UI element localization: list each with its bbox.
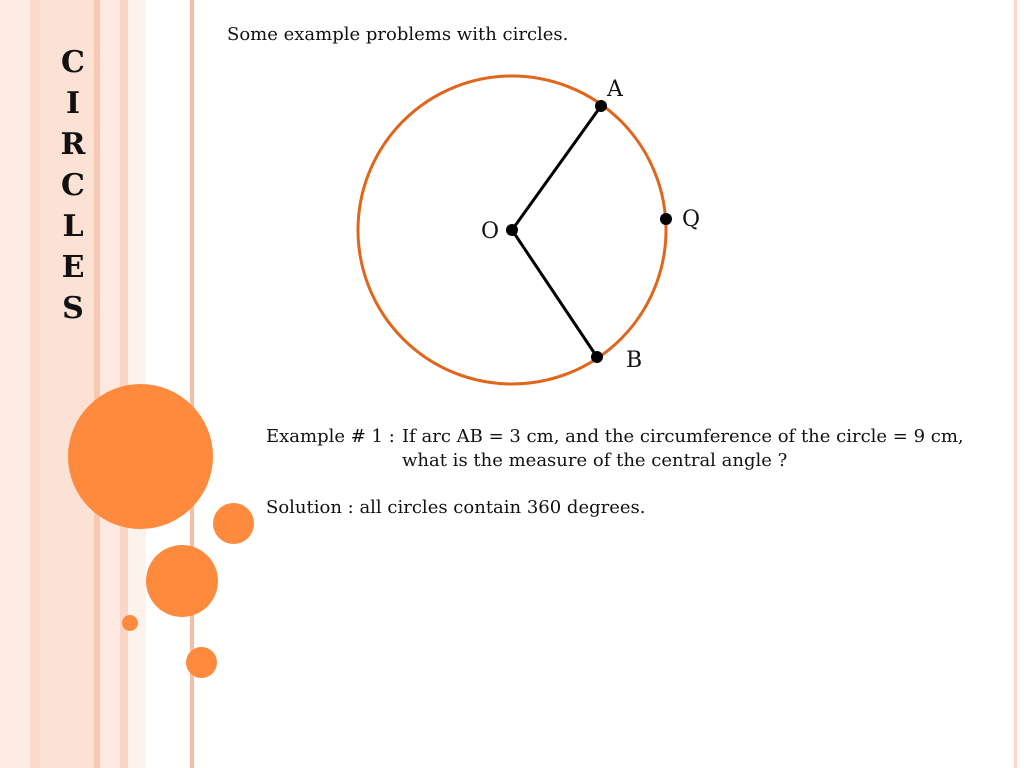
title-letter: C [61, 168, 85, 203]
title-letter: I [65, 86, 81, 121]
label-a: A [607, 77, 623, 102]
point-q [660, 213, 672, 225]
point-b [591, 351, 603, 363]
example-question-line-2: what is the measure of the central angle ? [402, 450, 788, 471]
label-o: O [481, 219, 500, 244]
title-letter: R [60, 127, 86, 162]
label-b: B [626, 348, 643, 373]
title-letter: S [62, 291, 84, 326]
example-label: Example # 1 : [266, 426, 395, 447]
slide-subtitle: Some example problems with circles. [227, 24, 569, 45]
title-letter: C [61, 45, 85, 80]
label-q: Q [682, 207, 701, 232]
example-question-line-1: If arc AB = 3 cm, and the circumference of the circle = 9 cm, [402, 426, 964, 447]
solution-text: Solution : all circles contain 360 degrees. [266, 497, 646, 518]
point-o [506, 224, 518, 236]
radius-ob [512, 230, 597, 357]
title-letter: E [61, 250, 85, 285]
radius-oa [512, 106, 601, 230]
title-letter: L [62, 209, 84, 244]
point-a [595, 100, 607, 112]
